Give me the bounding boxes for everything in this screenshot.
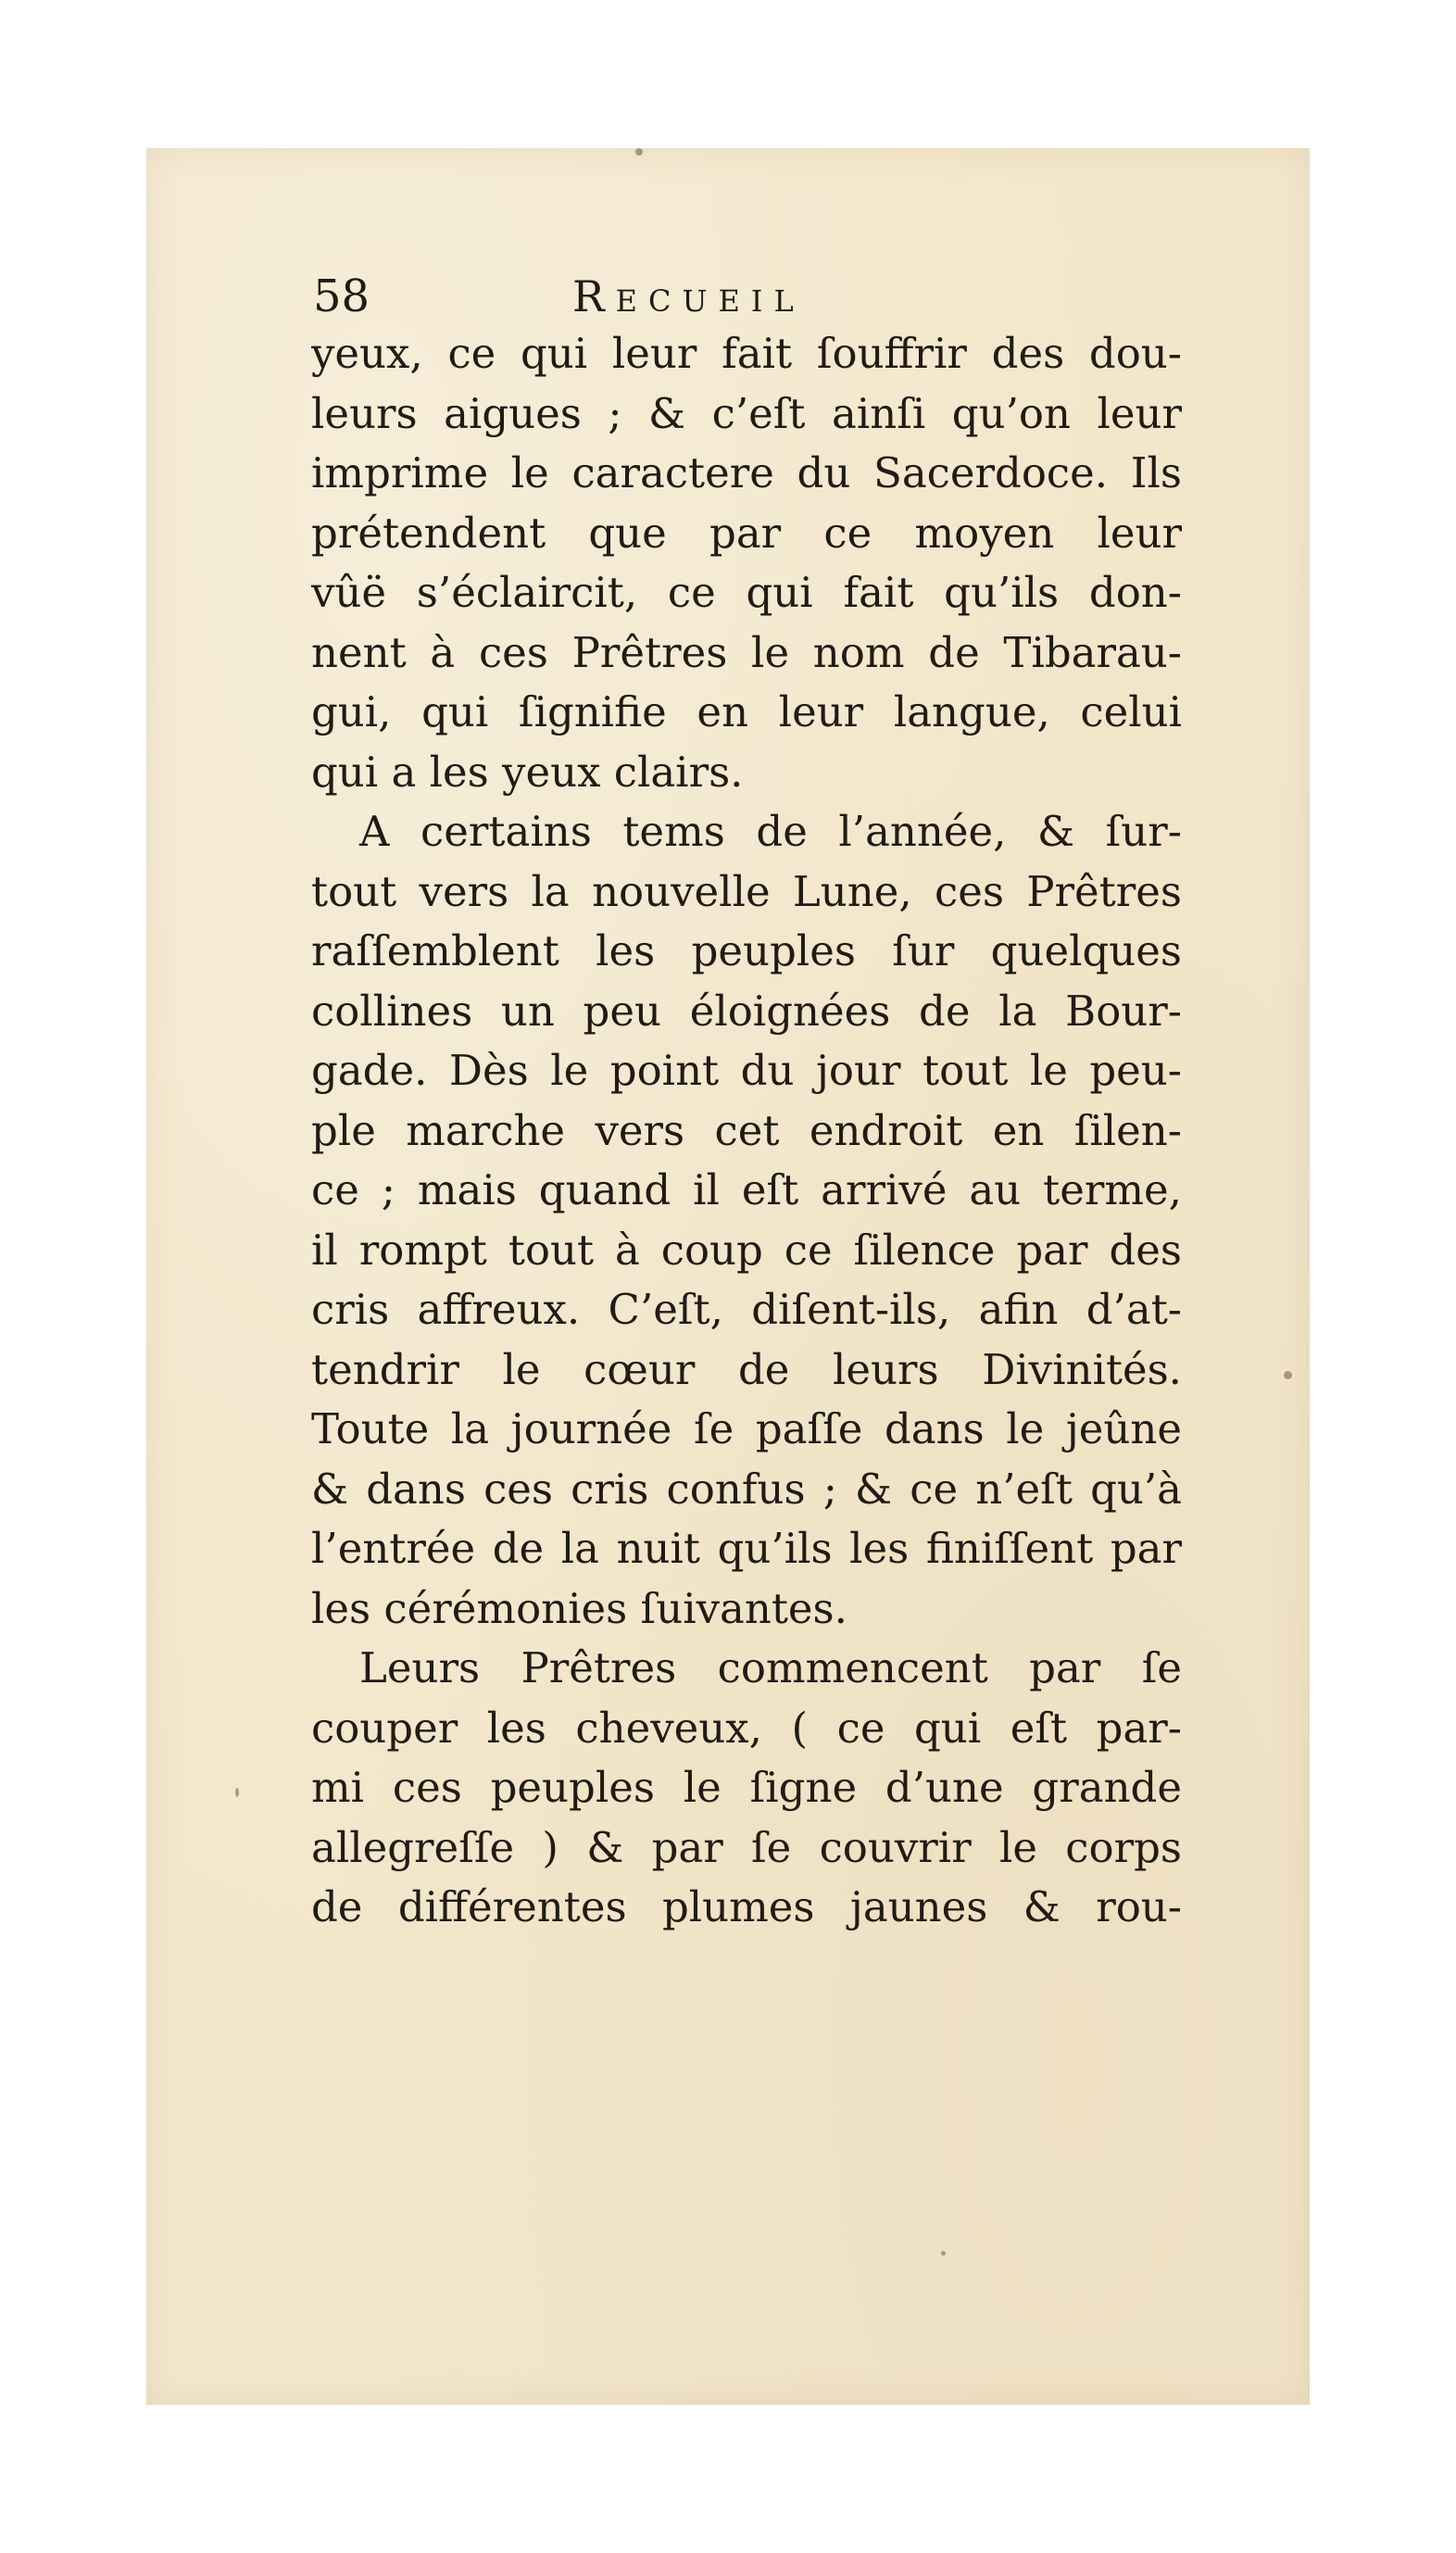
text-line: raſſemblent les peuples ſur quelques	[311, 926, 1182, 975]
text-line: Toute la journée ſe paſſe dans le jeûne	[311, 1404, 1182, 1453]
text-line: tout vers la nouvelle Lune, ces Prêtres	[311, 866, 1182, 916]
text-line: de différentes plumes jaunes & rou-	[311, 1882, 1182, 1931]
text-line: gade. Dès le point du jour tout le peu-	[311, 1046, 1182, 1095]
text-line: ce ; mais quand il eſt arrivé au terme,	[311, 1165, 1182, 1214]
text-line: prétendent que par ce moyen leur	[311, 508, 1182, 558]
page-header	[313, 264, 1073, 329]
text-line: leurs aigues ; & c’eſt ainſi qu’on leur	[311, 388, 1182, 438]
book-page	[146, 148, 1310, 2405]
text-line: A certains tems de l’année, & ſur-	[359, 807, 1182, 856]
text-line: Leurs Prêtres commencent par ſe	[359, 1643, 1182, 1692]
text-line: collines un peu éloignées de la Bour-	[311, 986, 1182, 1036]
text-line: allegreſſe ) & par ſe couvrir le corps	[311, 1822, 1182, 1872]
running-head: Recueil	[572, 271, 805, 321]
text-line: yeux, ce qui leur fait ſouffrir des dou-	[311, 329, 1182, 378]
paper-speck	[635, 148, 643, 156]
text-line: imprime le caractere du Sacerdoce. Ils	[311, 448, 1182, 497]
paper-speck	[941, 2251, 946, 2256]
text-line: cris affreux. C’eſt, diſent-ils, afin d’at-	[311, 1285, 1182, 1334]
paper-speck	[1284, 1371, 1292, 1379]
paper-speck	[235, 1788, 239, 1797]
text-line: ple marche vers cet endroit en ſilen-	[311, 1105, 1182, 1155]
text-line: tendrir le cœur de leurs Divinités.	[311, 1344, 1182, 1394]
text-line: vûë s’éclaircit, ce qui fait qu’ils don-	[311, 568, 1182, 617]
text-line: l’entrée de la nuit qu’ils les finiſſent par	[311, 1524, 1182, 1573]
text-line: mi ces peuples le ſigne d’une grande	[311, 1763, 1182, 1812]
text-line: & dans ces cris confus ; & ce n’eſt qu’à	[311, 1464, 1182, 1514]
text-line: il rompt tout à coup ce ſilence par des	[311, 1225, 1182, 1275]
page-number: 58	[313, 270, 370, 322]
text-line: nent à ces Prêtres le nom de Tibarau-	[311, 627, 1182, 677]
body-text	[311, 324, 1182, 1938]
text-line: les cérémonies ſuivantes.	[311, 1583, 847, 1633]
text-line: couper les cheveux, ( ce qui eſt par-	[311, 1703, 1182, 1753]
text-line: qui a les yeux clairs.	[311, 747, 744, 797]
text-line: gui, qui ſignifie en leur langue, celui	[311, 687, 1182, 736]
